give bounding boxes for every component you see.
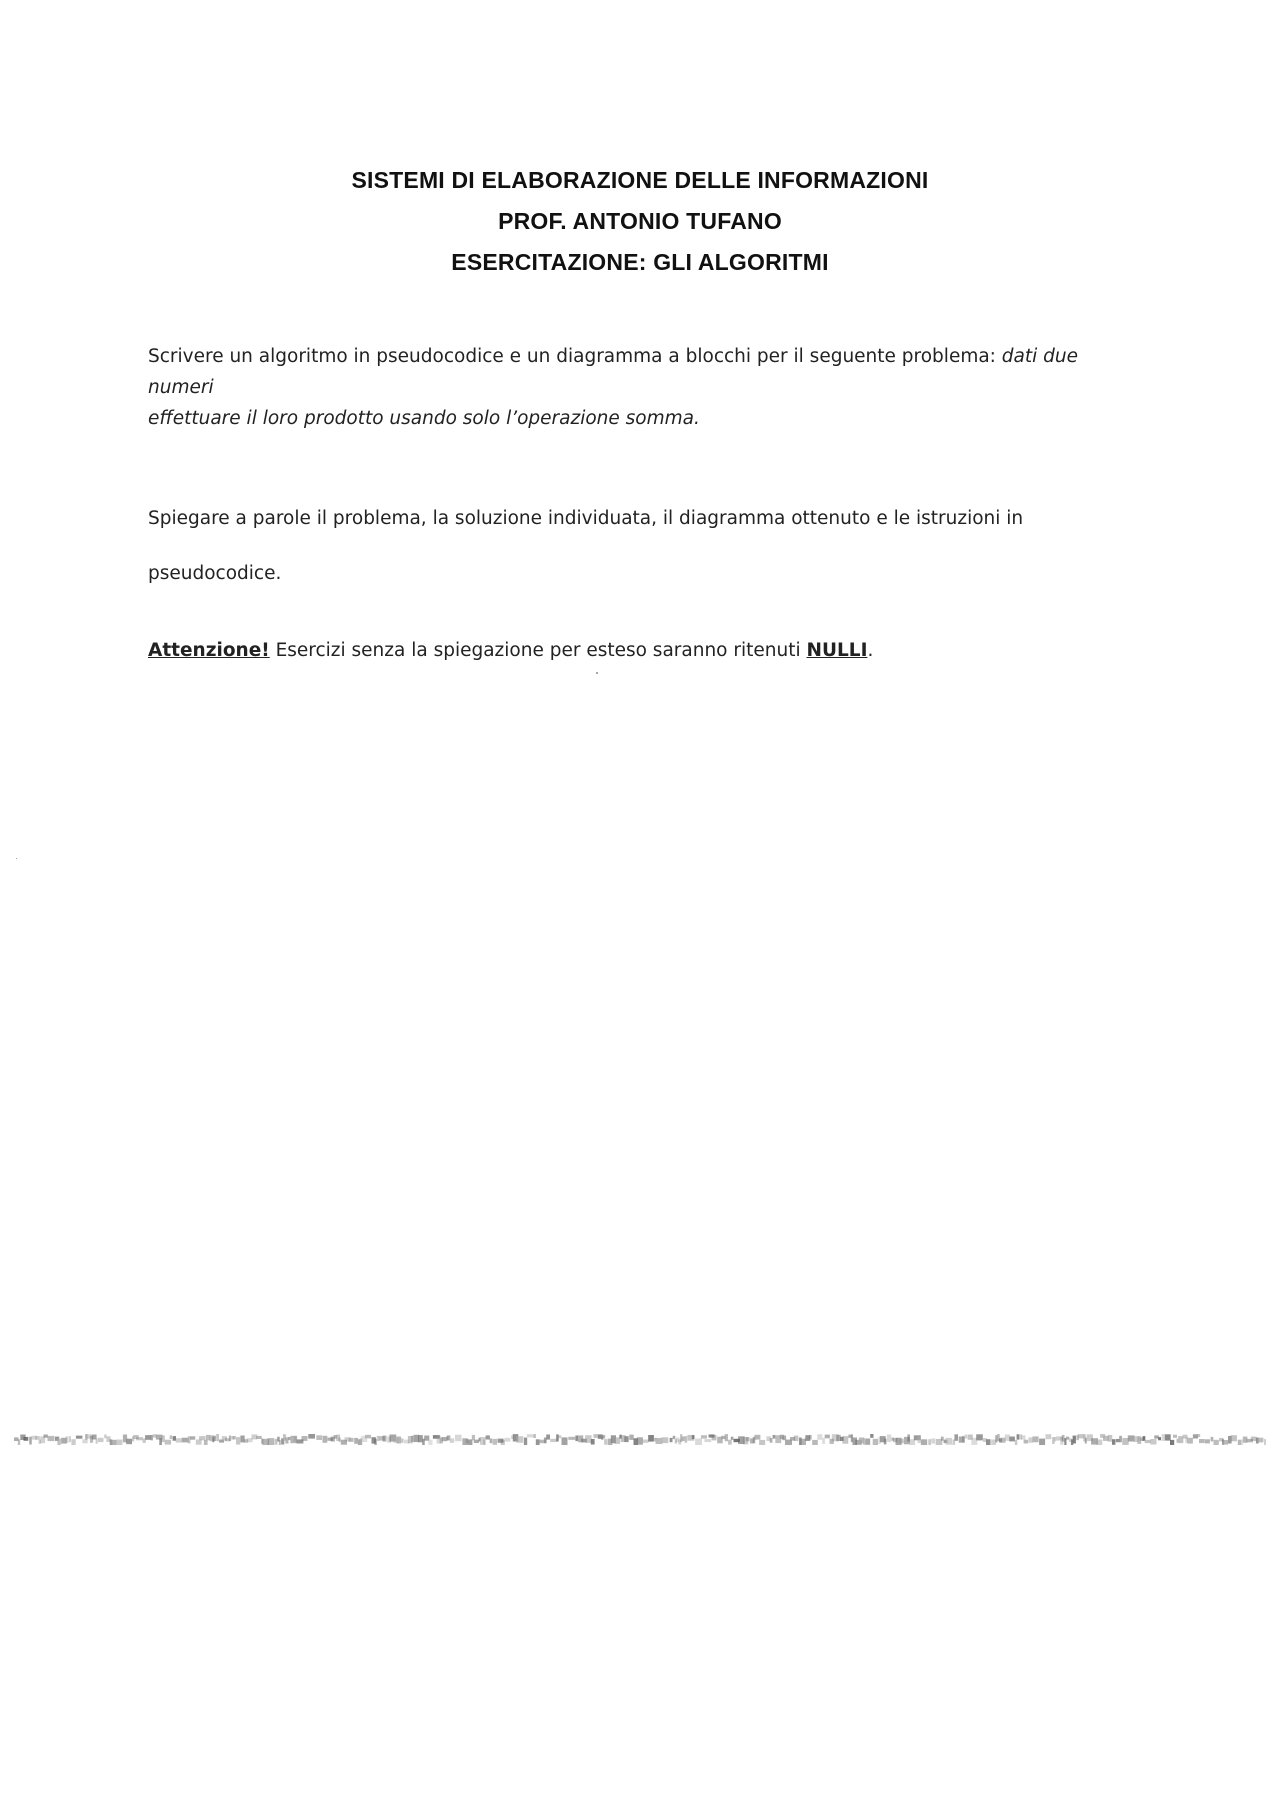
warning-end: . <box>867 640 874 661</box>
warning-note <box>148 635 1148 666</box>
scan-speck <box>596 672 598 674</box>
exercise-title: ESERCITAZIONE: GLI ALGORITMI <box>451 249 829 275</box>
scan-noise-band <box>14 1434 1266 1445</box>
warning-label: Attenzione! <box>148 640 270 661</box>
explanation-instruction-continued: pseudocodice. <box>148 563 282 584</box>
prompt-italic-text-1: dati due numeri <box>148 346 1079 398</box>
document-header <box>0 160 1280 283</box>
warning-text: Esercizi senza la spiegazione per esteso saranno ritenuti <box>269 640 807 661</box>
professor-name: PROF. ANTONIO TUFANO <box>498 208 782 234</box>
scan-speck <box>16 858 17 859</box>
explanation-instruction: Spiegare a parole il problema, la soluzione individuata, il diagramma ottenuto e le istruzioni in <box>148 508 1024 529</box>
exercise-prompt <box>148 341 1148 434</box>
prompt-italic-text-2: effettuare il loro prodotto usando solo l’operazione somma. <box>148 408 700 429</box>
warning-emphasis: NULLI <box>806 640 868 661</box>
prompt-plain-text: Scrivere un algoritmo in pseudocodice e un diagramma a blocchi per il seguente problema: <box>148 346 1002 367</box>
course-title: SISTEMI DI ELABORAZIONE DELLE INFORMAZIONI <box>351 167 929 193</box>
